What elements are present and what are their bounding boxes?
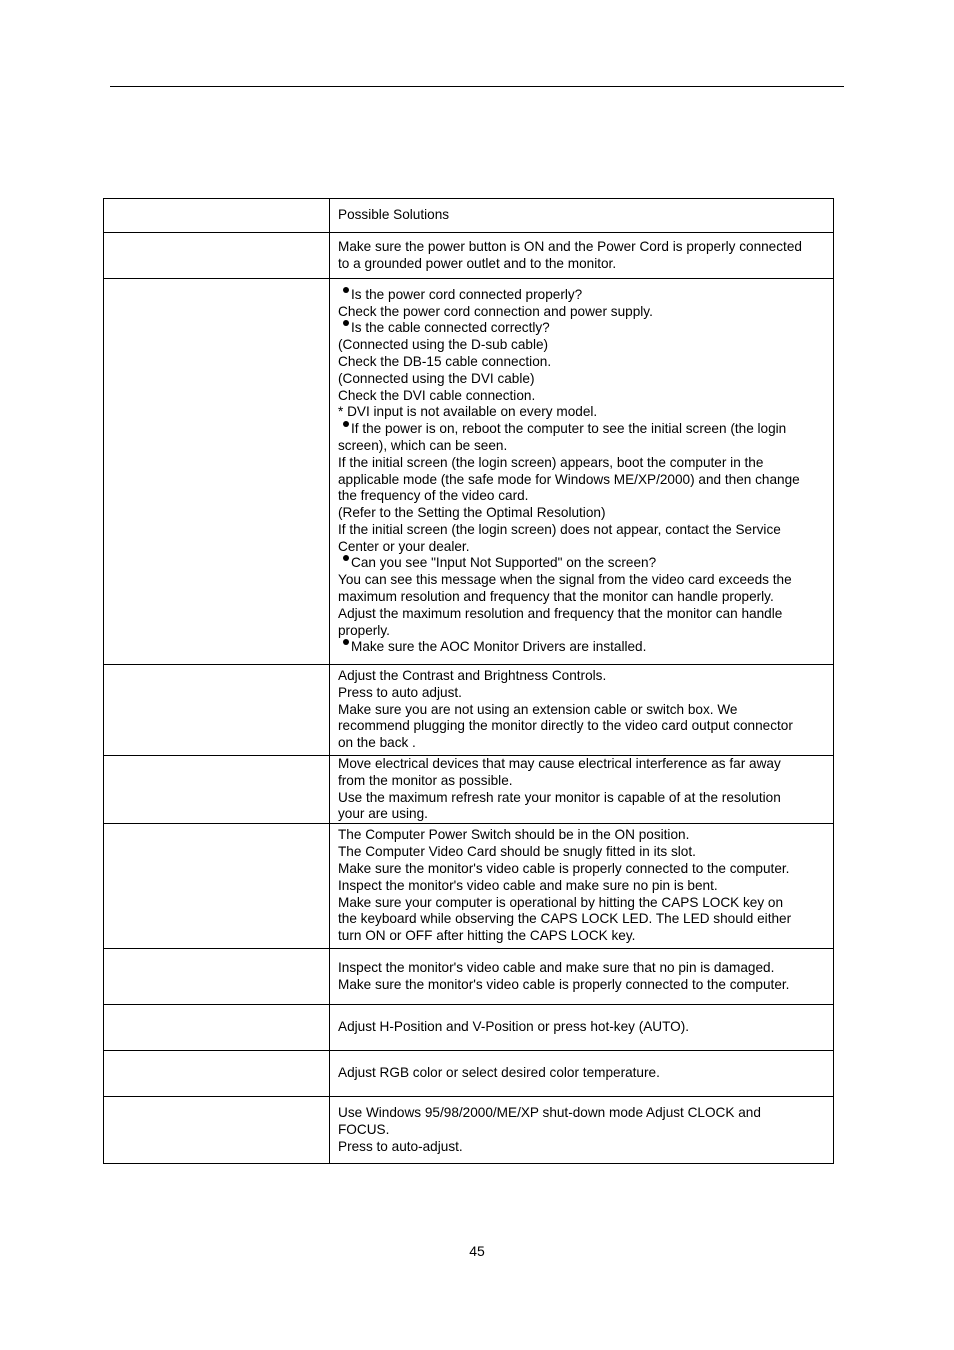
problem-cell xyxy=(104,665,330,756)
solution-text: screen), which can be seen. xyxy=(338,437,508,453)
solution-text: Adjust the maximum resolution and frequency that the monitor can handle xyxy=(338,605,783,621)
solution-line xyxy=(338,1139,827,1156)
solution-line xyxy=(338,844,827,861)
solution-line xyxy=(338,589,827,606)
solution-line xyxy=(338,702,827,719)
solution-text: (Connected using the D-sub cable) xyxy=(338,337,549,353)
solution-line xyxy=(338,404,827,421)
table-row xyxy=(104,1097,834,1164)
solution-text: Use Windows 95/98/2000/ME/XP shut-down mode Adjust CLOCK and xyxy=(338,1104,761,1120)
solution-text: on the back . xyxy=(338,735,416,751)
solution-text: You can see this message when the signal from the video card exceeds the xyxy=(338,572,792,588)
solution-text: maximum resolution and frequency that the monitor can handle properly. xyxy=(338,589,774,605)
solution-line xyxy=(338,878,827,895)
solution-text: * DVI input is not available on every model. xyxy=(338,404,598,420)
solution-cell xyxy=(330,949,834,1005)
bullet-line xyxy=(338,320,827,337)
solution-line xyxy=(338,455,827,472)
problem-cell xyxy=(104,1097,330,1164)
solution-line xyxy=(338,337,827,354)
solution-cell xyxy=(330,279,834,665)
solution-line xyxy=(338,1122,827,1139)
solution-line xyxy=(338,606,827,623)
solution-line xyxy=(338,960,827,977)
solution-text: Inspect the monitor's video cable and make sure no pin is bent. xyxy=(338,877,718,893)
solution-line xyxy=(338,623,827,640)
solution-text: Make sure the monitor's video cable is properly connected to the computer. xyxy=(338,976,790,992)
solution-line xyxy=(338,806,827,823)
bullet-icon xyxy=(343,287,349,293)
solution-text: the keyboard while observing the CAPS LOCK LED. The LED should either xyxy=(338,911,792,927)
solution-text: applicable mode (the safe mode for Windows ME/XP/2000) and then change xyxy=(338,471,800,487)
solution-cell xyxy=(330,1005,834,1051)
problem-cell xyxy=(104,949,330,1005)
solution-line xyxy=(338,239,827,256)
solution-text: recommend plugging the monitor directly to the video card output connector xyxy=(338,718,793,734)
problem-cell xyxy=(104,1005,330,1051)
solution-text: Move electrical devices that may cause electrical interference as far away xyxy=(338,756,781,771)
solution-text: Make sure the AOC Monitor Drivers are installed. xyxy=(351,639,647,655)
page-number: 45 xyxy=(469,1243,485,1259)
solution-line xyxy=(338,388,827,405)
solution-text: (Refer to the Setting the Optimal Resolution) xyxy=(338,505,606,521)
solution-text: Press to auto adjust. xyxy=(338,684,462,700)
solution-text: If the initial screen (the login screen) does not appear, contact the Service xyxy=(338,521,781,537)
solution-line xyxy=(338,668,827,685)
solution-text: from the monitor as possible. xyxy=(338,772,513,788)
solution-text: Make sure the monitor's video cable is properly connected to the computer. xyxy=(338,860,790,876)
solutions-header-cell: Possible Solutions xyxy=(330,199,834,233)
solution-cell xyxy=(330,756,834,824)
solution-text: Adjust RGB color or select desired color temperature. xyxy=(338,1065,660,1081)
bullet-icon xyxy=(343,639,349,645)
solution-text: to a grounded power outlet and to the monitor. xyxy=(338,255,617,271)
solution-line xyxy=(338,438,827,455)
solution-cell xyxy=(330,665,834,756)
solution-line xyxy=(338,256,827,273)
solution-text: Is the cable connected correctly? xyxy=(351,320,550,336)
solution-cell xyxy=(330,1051,834,1097)
bullet-line xyxy=(338,639,827,656)
solution-cell xyxy=(330,824,834,949)
solution-text: the frequency of the video card. xyxy=(338,488,529,504)
solution-text: If the initial screen (the login screen) appears, boot the computer in the xyxy=(338,454,764,470)
table-row xyxy=(104,665,834,756)
solution-text: Make sure your computer is operational by hitting the CAPS LOCK key on xyxy=(338,894,784,910)
table-row xyxy=(104,279,834,665)
table-row xyxy=(104,824,834,949)
solution-text: Make sure the power button is ON and the Power Cord is properly connected xyxy=(338,238,802,254)
solution-text: The Computer Power Switch should be in the ON position. xyxy=(338,827,690,843)
solution-text: Check the power cord connection and power supply. xyxy=(338,303,653,319)
solution-line xyxy=(338,756,827,773)
bullet-line xyxy=(338,421,827,438)
solution-line xyxy=(338,371,827,388)
solution-text: Adjust the Contrast and Brightness Controls. xyxy=(338,668,607,683)
bullet-line xyxy=(338,555,827,572)
solution-line xyxy=(338,773,827,790)
solution-text: (Connected using the DVI cable) xyxy=(338,370,535,386)
solution-text: If the power is on, reboot the computer to see the initial screen (the login xyxy=(351,421,787,437)
solution-line xyxy=(338,895,827,912)
solution-text: your are using. xyxy=(338,806,428,822)
problem-cell xyxy=(104,756,330,824)
bullet-icon xyxy=(343,320,349,326)
solution-line xyxy=(338,539,827,556)
solution-text: Check the DVI cable connection. xyxy=(338,387,536,403)
solution-line xyxy=(338,861,827,878)
solution-cell xyxy=(330,233,834,279)
table-row xyxy=(104,233,834,279)
solution-line xyxy=(338,685,827,702)
bullet-icon xyxy=(343,555,349,561)
solution-text: Make sure you are not using an extension cable or switch box. We xyxy=(338,701,738,717)
solution-line xyxy=(338,977,827,994)
solution-line xyxy=(338,488,827,505)
solution-cell xyxy=(330,1097,834,1164)
bullet-icon xyxy=(343,421,349,427)
solution-text: Is the power cord connected properly? xyxy=(351,286,583,302)
solution-line xyxy=(338,827,827,844)
solution-text: Press to auto-adjust. xyxy=(338,1138,463,1154)
problem-cell xyxy=(104,233,330,279)
troubleshooting-table xyxy=(103,198,834,1164)
solution-line xyxy=(338,472,827,489)
solution-line xyxy=(338,522,827,539)
solution-text: The Computer Video Card should be snugly fitted in its slot. xyxy=(338,844,696,860)
table-row xyxy=(104,949,834,1005)
solution-text: Center or your dealer. xyxy=(338,538,470,554)
solution-line xyxy=(338,1065,827,1082)
solution-line xyxy=(338,1105,827,1122)
problem-cell xyxy=(104,279,330,665)
table-row xyxy=(104,1051,834,1097)
solution-text: turn ON or OFF after hitting the CAPS LOCK key. xyxy=(338,928,636,944)
table-header-row xyxy=(104,199,834,233)
solution-line xyxy=(338,354,827,371)
header-rule xyxy=(110,86,844,87)
problem-cell xyxy=(104,824,330,949)
solution-text: properly. xyxy=(338,622,390,638)
solution-line xyxy=(338,928,827,945)
problem-header-cell xyxy=(104,199,330,233)
table-row xyxy=(104,756,834,824)
solution-line xyxy=(338,911,827,928)
solution-line xyxy=(338,718,827,735)
solution-line xyxy=(338,304,827,321)
problem-cell xyxy=(104,1051,330,1097)
solution-line xyxy=(338,572,827,589)
solution-text: Use the maximum refresh rate your monitor is capable of at the resolution xyxy=(338,789,781,805)
bullet-line xyxy=(338,287,827,304)
solution-text: Adjust H-Position and V-Position or press hot-key (AUTO). xyxy=(338,1019,690,1035)
solution-line xyxy=(338,1019,827,1036)
solution-line xyxy=(338,735,827,752)
solution-text: FOCUS. xyxy=(338,1121,390,1137)
table-row xyxy=(104,1005,834,1051)
solution-line xyxy=(338,790,827,807)
solution-text: Inspect the monitor's video cable and make sure that no pin is damaged. xyxy=(338,959,775,975)
solution-text: Can you see "Input Not Supported" on the screen? xyxy=(351,555,657,571)
solution-line xyxy=(338,505,827,522)
solution-text: Check the DB-15 cable connection. xyxy=(338,353,552,369)
